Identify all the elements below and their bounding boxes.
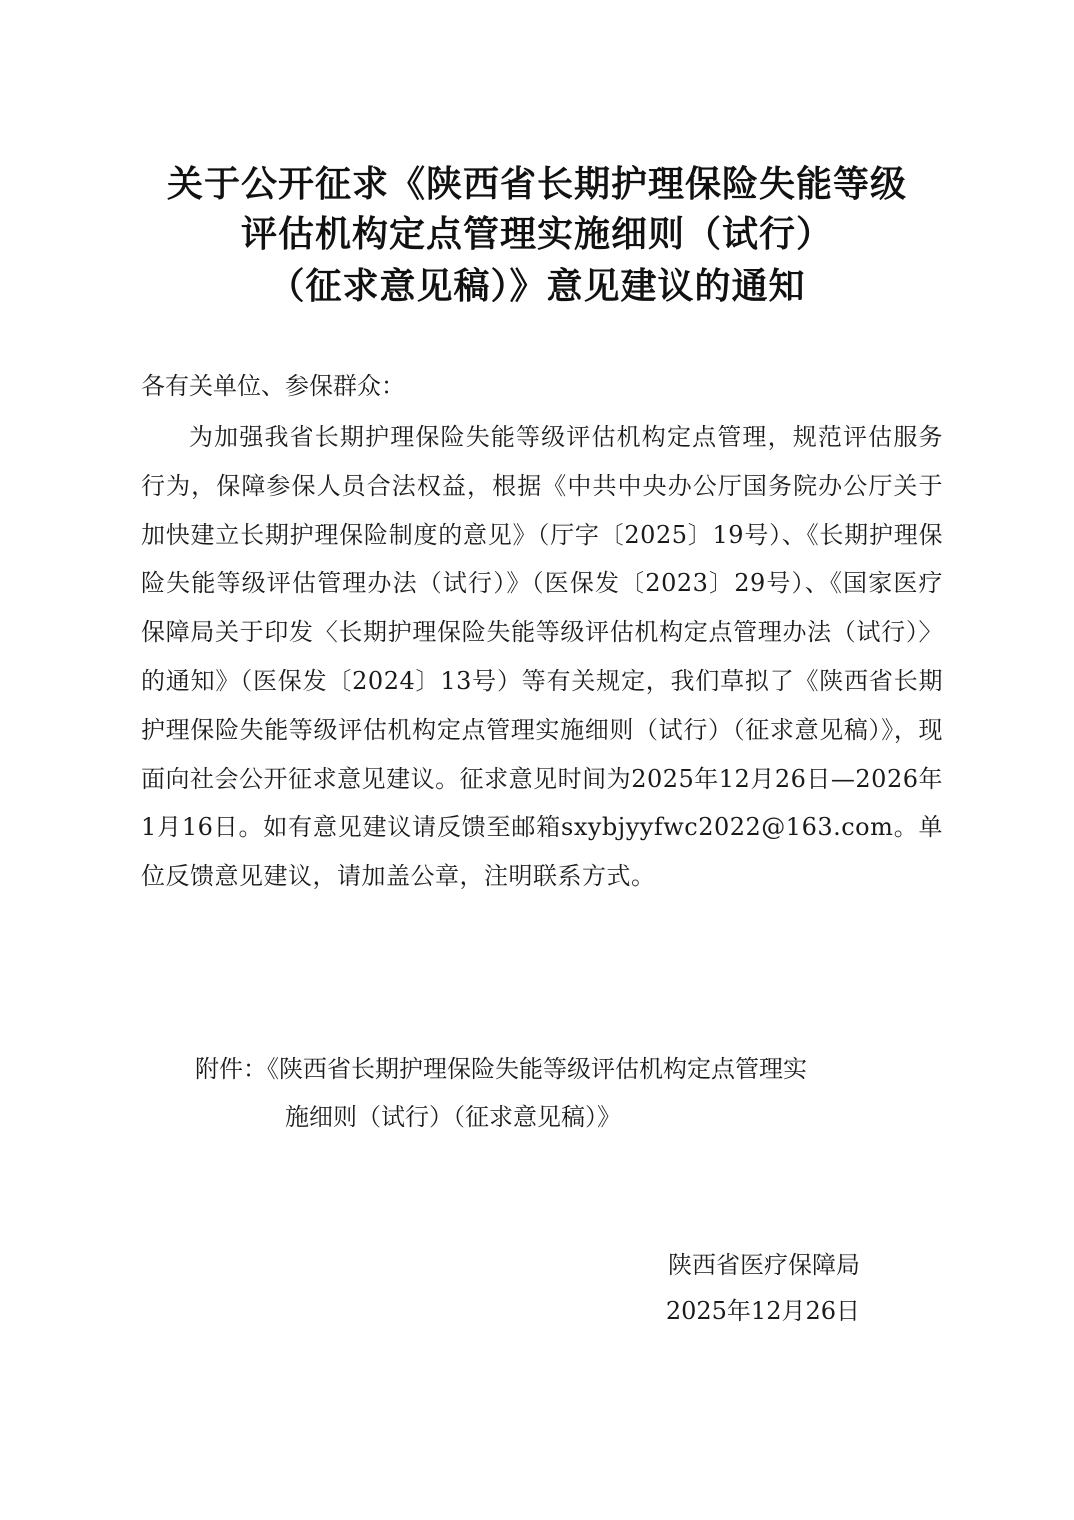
document-title-line-2: 评估机构定点管理实施细则（试行） <box>240 214 833 255</box>
issuer-name: 陕西省医疗保障局 <box>668 1251 860 1279</box>
issue-date: 2025年12月26日 <box>665 1297 860 1325</box>
document-title-line-3: （征求意见稿）》意见建议的通知 <box>268 266 806 307</box>
body-paragraph: 为加强我省长期护理保险失能等级评估机构定点管理，规范评估服务行为，保障参保人员合法权益，根据《中共中央办公厅国务院办公厅关于加快建立长期护理保险制度的意见》（厅字〔2025〕19号）、《长期护理保险失能等级评估管理办法（试行）》（医保发〔2023〕29号）、《国家医疗保障局关于印发〈长期护理保险失能等级评估机构定点管理办法（试行）〉的通知》（医保发〔2024〕13号）等有关规定，我们草拟了《陕西省长期护理保险失能等级评估机构定点管理实施细则（试行）（征求意见稿）》，现面向社会公开征求意见建议。征求意见时间为2025年12月26日—2026年1月16日。如有意见建议请反馈至邮箱sxybjyyfwc2022@163.com。单位反馈意见建议，请加盖公章，注明联系方式。 <box>141 423 943 891</box>
document-title-line-1: 关于公开征求《陕西省长期护理保险失能等级 <box>166 164 907 205</box>
salutation: 各有关单位、参保群众： <box>141 372 405 400</box>
attachment-line-2: 施细则（试行）（征求意见稿）》 <box>285 1103 621 1131</box>
attachment-line-1: 附件：《陕西省长期护理保险失能等级评估机构定点管理实 <box>195 1055 807 1083</box>
